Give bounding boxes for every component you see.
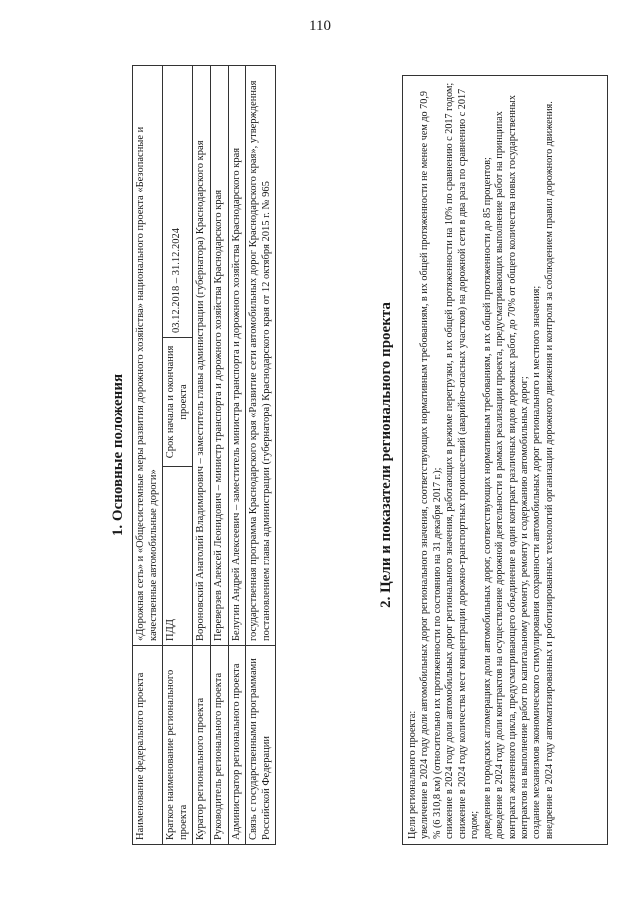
section2-title: 2. Цели и показатели регионального проекта bbox=[378, 302, 394, 608]
goal-item: снижение в 2024 году доли автомобильных дорог регионального значения, работающих в режиме перегрузки, в их общей протяженности на 10% по сравнению с 2017 годом; bbox=[444, 82, 456, 839]
table-row bbox=[133, 66, 163, 845]
administrator-label: Администратор регионального проекта bbox=[228, 646, 246, 845]
short-name-value: ПДД bbox=[163, 467, 193, 646]
goal-item: доведение в городских агломерациях доли автомобильных дорог, соответствующих нормативным требованиям, в их общей протяженности до 85 процентов; bbox=[481, 157, 493, 839]
programs-link-value: государственная программа Краснодарского края «Развитие сети автомобильных дорог Краснодарского края», утвержденная постановлением главы администрации (губернатора) Краснодарского края от 12 октября 2015 г. № 965 bbox=[246, 66, 276, 646]
short-name-label: Краткое наименование регионального проекта bbox=[163, 646, 193, 845]
goal-item: создание механизмов экономического стимулирования сохранности автомобильных дорог регионального и местного значения; bbox=[531, 285, 543, 839]
programs-link-label: Связь с государственными программами Российской Федерации bbox=[246, 646, 276, 845]
curator-label: Куратор регионального проекта bbox=[193, 646, 211, 845]
goal-item: внедрение в 2024 году автоматизированных и роботизированных технологий организации дорожного движения и контроля за соблюдением правил дорожного движения. bbox=[543, 101, 555, 839]
period-value: 03.12.2018 – 31.12.2024 bbox=[163, 66, 193, 338]
curator-value: Вороновский Анатолий Владимирович – заместитель главы администрации (губернатора) Краснодарского края bbox=[193, 66, 211, 646]
period-label: Срок начала и окончания проекта bbox=[163, 338, 193, 467]
head-value: Переверзев Алексей Леонидович – министр транспорта и дорожного хозяйства Краснодарского края bbox=[210, 66, 228, 646]
section1-title: 1. Основные положения bbox=[110, 373, 126, 537]
head-label: Руководитель регионального проекта bbox=[210, 646, 228, 845]
goal-item: увеличение в 2024 году доли автомобильных дорог регионального значения, соответствующих нормативным требованиям, в их общей протяженности не менее чем до 70,9 % (6 310,8 км) (относительно их протяженности по состоянию на 31 декабря 2017 г.); bbox=[419, 90, 443, 839]
table-row bbox=[193, 66, 211, 845]
table-row bbox=[228, 66, 246, 845]
administrator-value: Белугин Андрей Алексеевич – заместитель министра транспорта и дорожного хозяйства Краснодарского края bbox=[228, 66, 246, 646]
federal-project-value: «Дорожная сеть» и «Общесистемные меры развития дорожного хозяйства» национального проекта «Безопасные и качественные автомобильные дороги» bbox=[133, 66, 163, 646]
goal-item: снижение в 2024 году количества мест концентрации дорожно-транспортных происшествий (аварийно-опасных участков) на дорожной сети в два раза по сравнению с 2017 годом; bbox=[456, 88, 481, 839]
table-row bbox=[210, 66, 228, 845]
table-row bbox=[163, 66, 193, 845]
page-number: 110 bbox=[309, 18, 331, 34]
rotated-page-content bbox=[110, 65, 620, 845]
goals-box bbox=[402, 75, 608, 845]
federal-project-label: Наименование федерального проекта bbox=[133, 646, 163, 845]
goal-item: доведение в 2024 году доли контрактов на осуществление дорожной деятельности в рамках реализации проекта, предусматривающих выполнение работ на принципах контракта жизненного цикла, предусматривающего объединение в один контракт различных видов дорожных работ, до 70% от общего количества новых государственных контрактов на выполнение работ по капитальному ремонту, ремонту и содержанию автомобильных дорог; bbox=[494, 95, 530, 839]
project-info-table bbox=[132, 65, 276, 845]
goals-heading: Цели регионального проекта: bbox=[407, 710, 418, 839]
table-row bbox=[246, 66, 276, 845]
